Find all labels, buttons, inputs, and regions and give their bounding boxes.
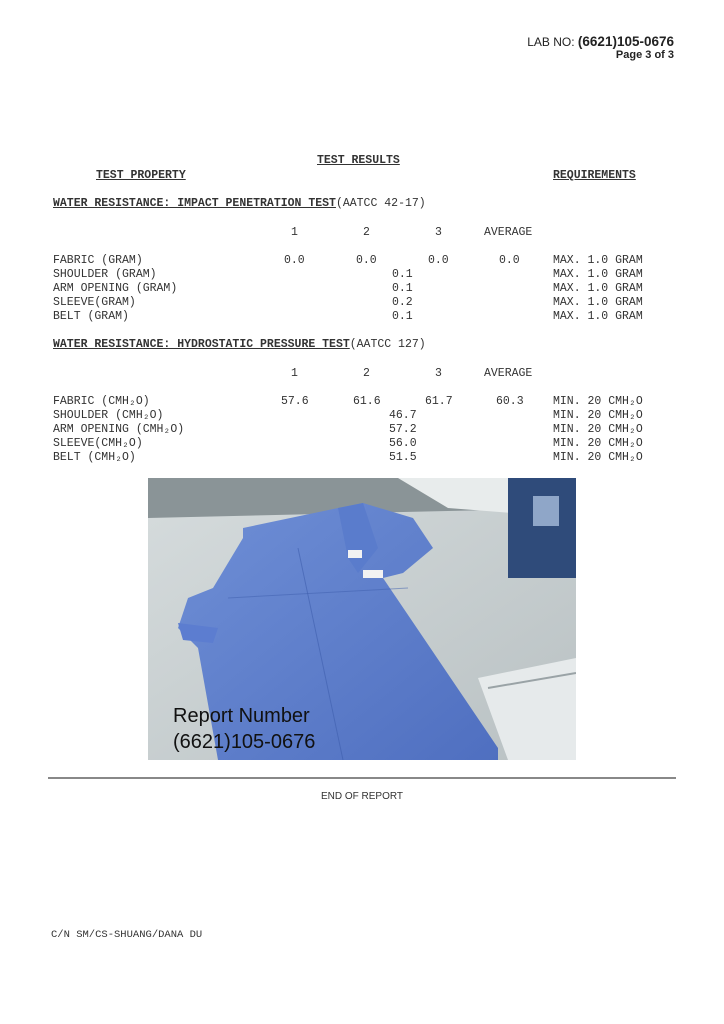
hydro-row-req: MIN. 20 CMH₂O bbox=[553, 451, 643, 464]
footer-cn: C/N SM/CS-SHUANG/DANA DU bbox=[51, 929, 203, 941]
impact-row-label: ARM OPENING (GRAM) bbox=[53, 282, 178, 295]
hydro-row-value: 56.0 bbox=[389, 437, 417, 450]
impact-row-value: 0.1 bbox=[392, 282, 413, 295]
lab-number: LAB NO: (6621)105-0676 bbox=[527, 34, 674, 49]
hydro-fabric-avg: 60.3 bbox=[496, 395, 524, 408]
impact-fabric-v1: 0.0 bbox=[284, 254, 305, 267]
impact-fabric-avg: 0.0 bbox=[499, 254, 520, 267]
impact-fabric-v2: 0.0 bbox=[356, 254, 377, 267]
impact-test-title: WATER RESISTANCE: IMPACT PENETRATION TEST(AATCC 42-17) bbox=[53, 197, 426, 210]
divider bbox=[48, 777, 676, 779]
hydro-row-req: MIN. 20 CMH₂O bbox=[553, 437, 643, 450]
hydro-col-average: AVERAGE bbox=[484, 367, 533, 380]
impact-row-req: MAX. 1.0 GRAM bbox=[553, 268, 643, 281]
impact-row-value: 0.1 bbox=[392, 268, 413, 281]
impact-row-req: MAX. 1.0 GRAM bbox=[553, 282, 643, 295]
impact-row-label: SHOULDER (GRAM) bbox=[53, 268, 157, 281]
impact-row-req: MAX. 1.0 GRAM bbox=[553, 296, 643, 309]
photo-caption-line2: (6621)105-0676 bbox=[173, 731, 316, 753]
hydro-row-label: SHOULDER (CMH₂O) bbox=[53, 409, 164, 422]
hydro-row-value: 46.7 bbox=[389, 409, 417, 422]
requirements-heading: REQUIREMENTS bbox=[553, 169, 636, 182]
impact-row-req: MAX. 1.0 GRAM bbox=[553, 310, 643, 323]
hydro-col-3: 3 bbox=[435, 367, 442, 380]
hydro-row-value: 51.5 bbox=[389, 451, 417, 464]
hydro-col-1: 1 bbox=[291, 367, 298, 380]
test-results-title: TEST RESULTS bbox=[317, 154, 400, 167]
impact-row-label: BELT (GRAM) bbox=[53, 310, 129, 323]
hydro-fabric-label: FABRIC (CMH₂O) bbox=[53, 395, 150, 408]
impact-row-label: SLEEVE(GRAM) bbox=[53, 296, 136, 309]
gown-photo bbox=[148, 478, 576, 760]
gown-photo-illustration bbox=[148, 478, 576, 760]
impact-fabric-v3: 0.0 bbox=[428, 254, 449, 267]
page-indicator: Page 3 of 3 bbox=[615, 49, 674, 61]
hydro-row-label: BELT (CMH₂O) bbox=[53, 451, 136, 464]
hydro-fabric-v2: 61.6 bbox=[353, 395, 381, 408]
impact-row-value: 0.1 bbox=[392, 310, 413, 323]
hydro-row-req: MIN. 20 CMH₂O bbox=[553, 409, 643, 422]
hydro-test-title: WATER RESISTANCE: HYDROSTATIC PRESSURE TEST(AATCC 127) bbox=[53, 338, 426, 351]
hydro-col-2: 2 bbox=[363, 367, 370, 380]
impact-col-2: 2 bbox=[363, 226, 370, 239]
test-property-heading: TEST PROPERTY bbox=[96, 169, 186, 182]
end-of-report: END OF REPORT bbox=[320, 791, 404, 802]
impact-fabric-req: MAX. 1.0 GRAM bbox=[553, 254, 643, 267]
impact-col-average: AVERAGE bbox=[484, 226, 533, 239]
impact-col-3: 3 bbox=[435, 226, 442, 239]
impact-row-value: 0.2 bbox=[392, 296, 413, 309]
impact-fabric-label: FABRIC (GRAM) bbox=[53, 254, 143, 267]
hydro-fabric-v3: 61.7 bbox=[425, 395, 453, 408]
hydro-row-req: MIN. 20 CMH₂O bbox=[553, 423, 643, 436]
hydro-row-label: SLEEVE(CMH₂O) bbox=[53, 437, 143, 450]
impact-col-1: 1 bbox=[291, 226, 298, 239]
hydro-row-value: 57.2 bbox=[389, 423, 417, 436]
photo-caption-line1: Report Number bbox=[173, 705, 310, 727]
hydro-fabric-req: MIN. 20 CMH₂O bbox=[553, 395, 643, 408]
hydro-fabric-v1: 57.6 bbox=[281, 395, 309, 408]
hydro-row-label: ARM OPENING (CMH₂O) bbox=[53, 423, 185, 436]
